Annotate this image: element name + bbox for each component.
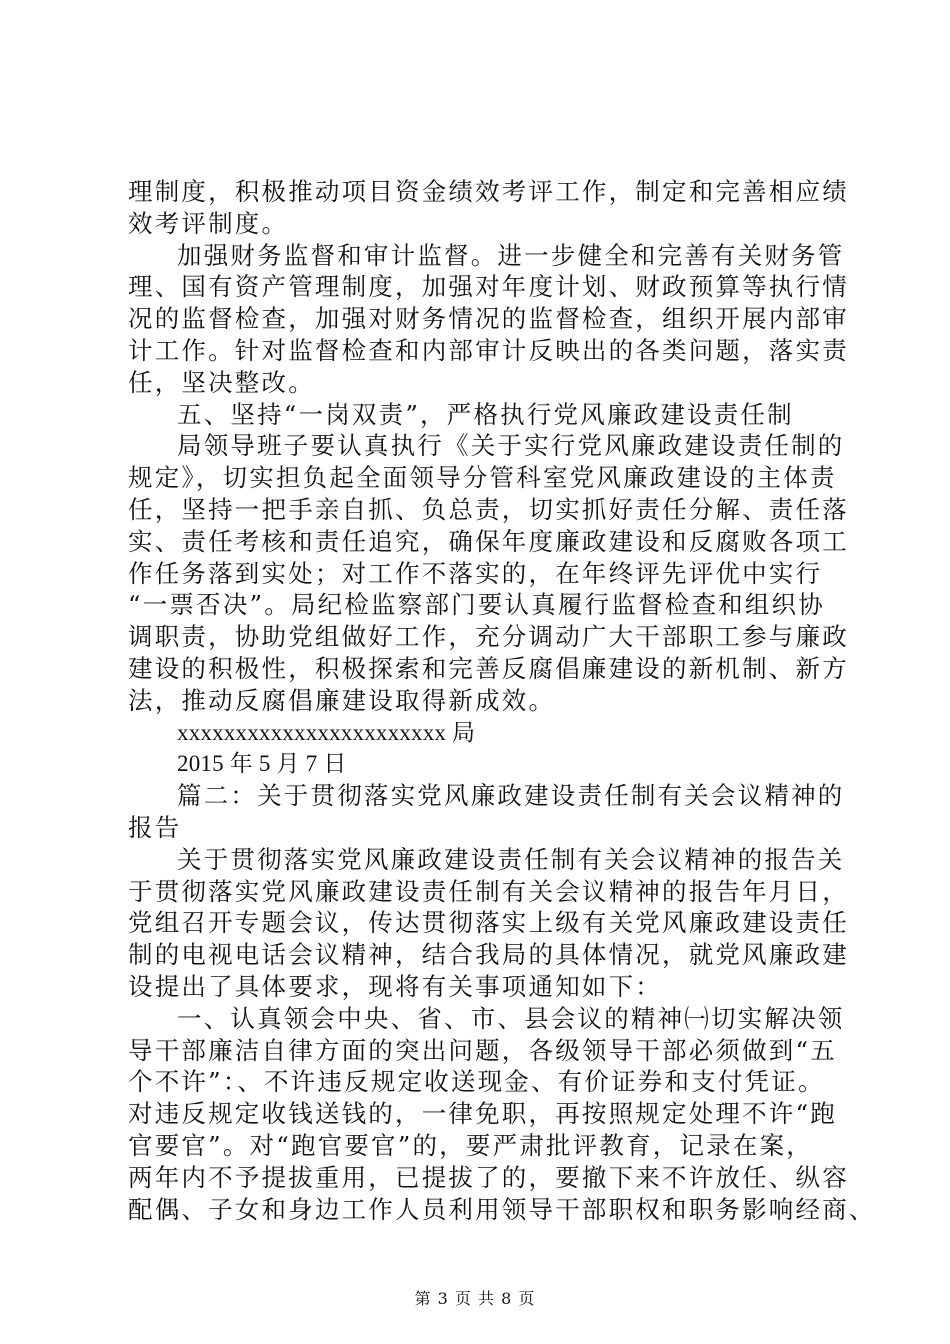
text-line: 个不许”：、不许违反规定收送现金、有价证券和支付凭证。: [128, 1067, 825, 1097]
text-line: 计工作。针对监督检查和内部审计反映出的各类问题，落实责: [128, 335, 849, 365]
text-line: “一票否决”。局纪检监察部门要认真履行监督检查和组织协: [128, 590, 825, 620]
text-line: 实、责任考核和责任追究，确保年度廉政建设和反腐败各项工: [128, 526, 849, 556]
text-line: 于贯彻落实党风廉政建设责任制有关会议精神的报告年月日，: [128, 876, 849, 906]
article-title: 篇二：关于贯彻落实党风廉政建设责任制有关会议精神的: [177, 781, 845, 811]
signature-date: 2015 年 5 月 7 日: [177, 751, 347, 777]
text-line: 法，推动反腐倡廉建设取得新成效。: [128, 685, 556, 715]
paragraph-start: 加强财务监督和审计监督。进一步健全和完善有关财务管: [177, 240, 845, 270]
text-line: 对违反规定收钱送钱的，一律免职，再按照规定处理不许“跑: [128, 1099, 837, 1129]
section-heading: 五、坚持“一岗双责”，严格执行党风廉政建设责任制: [177, 399, 794, 429]
paragraph-start: 局领导班子要认真执行《关于实行党风廉政建设责任制的: [177, 431, 845, 461]
text-line: 导干部廉洁自律方面的突出问题，各级领导干部必须做到“五: [128, 1035, 837, 1065]
text-line: 效考评制度。: [128, 208, 289, 238]
text-line: 配偶、子女和身边工作人员利用领导干部职权和职务影响经商、: [128, 1194, 876, 1224]
text-line: 两年内不予提拔重用，已提拔了的，要撤下来不许放任、纵容: [128, 1162, 849, 1192]
text-line: 作任务落到实处；对工作不落实的，在年终评先评优中实行: [128, 558, 823, 588]
text-line: 规定》，切实担负起全面领导分管科室党风廉政建设的主体责: [128, 463, 837, 493]
text-line: 理、国有资产管理制度，加强对年度计划、财政预算等执行情: [128, 272, 849, 302]
text-line: 制的电视电话会议精神，结合我局的具体情况，就党风廉政建: [128, 940, 849, 970]
paragraph-start: 关于贯彻落实党风廉政建设责任制有关会议精神的报告关: [177, 844, 845, 874]
page-footer: 第 3 页 共 8 页: [414, 1289, 536, 1308]
paragraph-start: 一、认真领会中央、省、市、县会议的精神㈠切实解决领: [177, 1003, 845, 1033]
text-line: 官要官”。对“跑官要官”的，要严肃批评教育，记录在案，: [128, 1130, 813, 1160]
article-title-continued: 报告: [128, 812, 182, 842]
document-body: [128, 176, 876, 1225]
signature-organization: xxxxxxxxxxxxxxxxxxxxxxx 局: [177, 719, 476, 745]
text-line: 党组召开专题会议，传达贯彻落实上级有关党风廉政建设责任: [128, 908, 849, 938]
text-line: 设提出了具体要求，现将有关事项通知如下：: [128, 971, 662, 1001]
text-line: 任，坚持一把手亲自抓、负总责，切实抓好责任分解、责任落: [128, 494, 849, 524]
text-line: 况的监督检查，加强对财务情况的监督检查，组织开展内部审: [128, 304, 849, 334]
text-line: 调职责，协助党组做好工作，充分调动广大干部职工参与廉政: [128, 622, 849, 652]
text-line: 建设的积极性，积极探索和完善反腐倡廉建设的新机制、新方: [128, 653, 849, 683]
text-line: 理制度，积极推动项目资金绩效考评工作，制定和完善相应绩: [128, 177, 849, 206]
text-line: 任，坚决整改。: [128, 367, 315, 397]
